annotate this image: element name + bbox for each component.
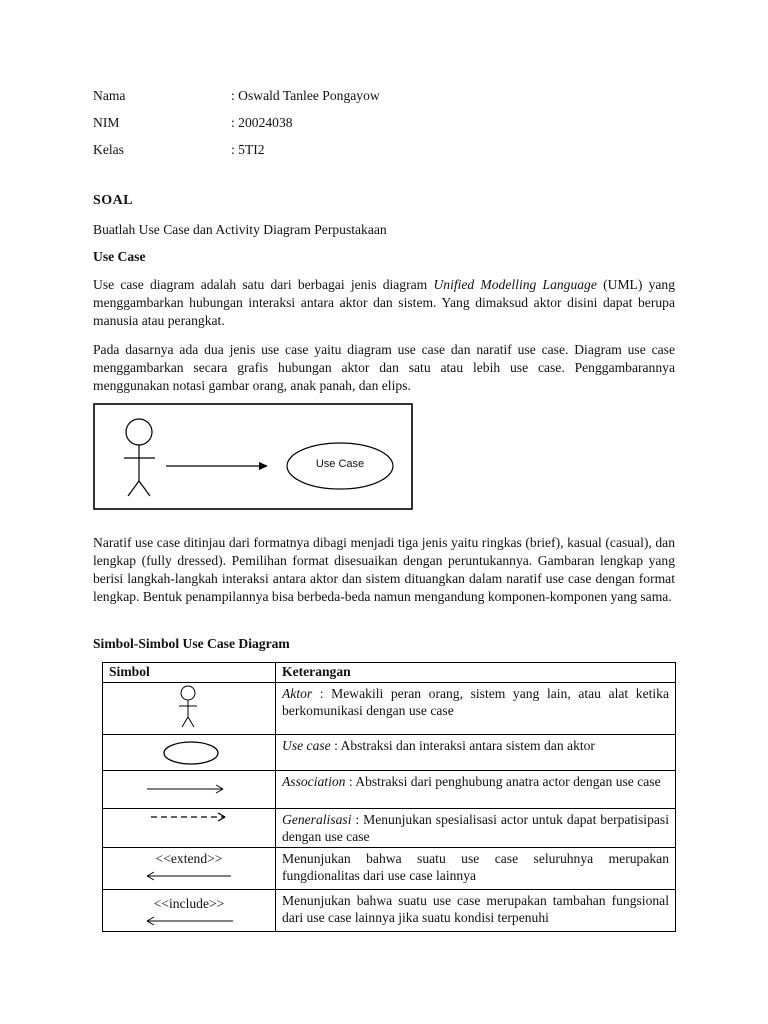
association-arrow-icon bbox=[103, 771, 275, 808]
desc-text: Abstraksi dan interaksi antara sistem dan aktor bbox=[340, 738, 595, 753]
term: Generalisasi bbox=[282, 812, 352, 827]
paragraph-naratif: Naratif use case ditinjau dari formatnya dibagi menjadi tiga jenis yaitu ringkas (brief), kasual (casual), dan lengkap (fully dressed). Pemilihan format disesuaikan dengan peruntukannya. Gambaran lengkap yang berisi langkah-langkah interaksi antara aktor dan sistem dituangkan dalam naratif use case dengan format lengkap. Bentuk penampilannya bisa berbeda-beda namun mengandung komponen-komponen yang sama. bbox=[93, 535, 675, 604]
symbol-cell bbox=[103, 771, 276, 809]
symbol-cell bbox=[103, 848, 276, 890]
soal-instruction: Buatlah Use Case dan Activity Diagram Perpustakaan bbox=[93, 222, 387, 237]
column-header-symbol: Simbol bbox=[103, 663, 276, 683]
use-case-figure bbox=[93, 403, 413, 511]
actor-icon bbox=[124, 419, 155, 496]
use-case-ellipse-label: Use Case bbox=[315, 458, 365, 470]
sep: : bbox=[330, 738, 341, 753]
field-value: : 20024038 bbox=[231, 115, 293, 130]
description-cell: Menunjukan bahwa suatu use case merupakan tambahan fungsional dari use case lainnya jika suatu kondisi terpenuhi bbox=[276, 890, 676, 932]
description-cell: Menunjukan bahwa suatu use case seluruhnya merupakan fungdionalitas dari use case lainnya bbox=[276, 848, 676, 890]
sep: : bbox=[351, 812, 364, 827]
table-row bbox=[103, 848, 676, 890]
symbols-heading: Simbol-Simbol Use Case Diagram bbox=[93, 636, 290, 651]
description-cell bbox=[276, 809, 676, 848]
table-row bbox=[103, 683, 676, 735]
para-italic-text: Unified Modelling Language bbox=[433, 277, 597, 292]
symbol-cell bbox=[103, 890, 276, 932]
term: Association bbox=[282, 774, 346, 789]
column-header-desc: Keterangan bbox=[276, 663, 676, 683]
description-cell bbox=[276, 771, 676, 809]
field-label: NIM bbox=[93, 115, 120, 130]
description-cell bbox=[276, 683, 676, 735]
para-text: Use case diagram adalah satu dari berbagai jenis diagram bbox=[93, 277, 434, 292]
term: Aktor bbox=[282, 686, 313, 701]
field-label: Nama bbox=[93, 88, 126, 103]
desc-text: Mewakili peran orang, sistem yang lain, atau alat ketika berkomunikasi dengan use case bbox=[282, 686, 669, 718]
description-cell bbox=[276, 735, 676, 771]
use-case-heading: Use Case bbox=[93, 249, 146, 264]
field-value: : 5TI2 bbox=[231, 142, 265, 157]
table-row bbox=[103, 890, 676, 932]
arrow-icon bbox=[166, 462, 268, 470]
term: Use case bbox=[282, 738, 331, 753]
symbol-cell bbox=[103, 809, 276, 848]
generalization-dashed-arrow-icon bbox=[103, 809, 275, 846]
field-label: Kelas bbox=[93, 142, 124, 157]
table-row bbox=[103, 771, 676, 809]
soal-heading: SOAL bbox=[93, 193, 134, 208]
para-text: (UML) yang menggambarkan hubungan interaksi antara aktor dan sistem. Yang dimaksud aktor disini dapat berupa manusia atau perangkat. bbox=[93, 277, 676, 328]
actor-icon bbox=[103, 683, 275, 734]
desc-text: Menunjukan spesialisasi actor untuk dapat berpatisipasi dengan use case bbox=[282, 812, 669, 844]
symbol-cell bbox=[103, 735, 276, 771]
table-row bbox=[103, 735, 676, 771]
sep: : bbox=[312, 686, 332, 701]
field-value: : Oswald Tanlee Pongayow bbox=[231, 88, 380, 103]
paragraph-use-case-definition bbox=[93, 276, 675, 330]
extend-label: <<extend>> bbox=[155, 851, 223, 866]
include-label: <<include>> bbox=[153, 896, 225, 911]
symbols-table bbox=[102, 662, 676, 932]
sep: : bbox=[345, 774, 356, 789]
paragraph-use-case-types: Pada dasarnya ada dua jenis use case yaitu diagram use case dan naratif use case. Diagram use case menggambarkan secara grafis hubungan aktor dan satu atau lebih use case. Penggambarannya menggunakan notasi gambar orang, anak panah, dan elips. bbox=[93, 342, 675, 393]
desc-text: Abstraksi dari penghubung anatra actor dengan use case bbox=[355, 774, 661, 789]
table-row bbox=[103, 809, 676, 848]
ellipse-icon bbox=[103, 735, 275, 770]
symbol-cell bbox=[103, 683, 276, 735]
table-header-row bbox=[103, 663, 676, 683]
